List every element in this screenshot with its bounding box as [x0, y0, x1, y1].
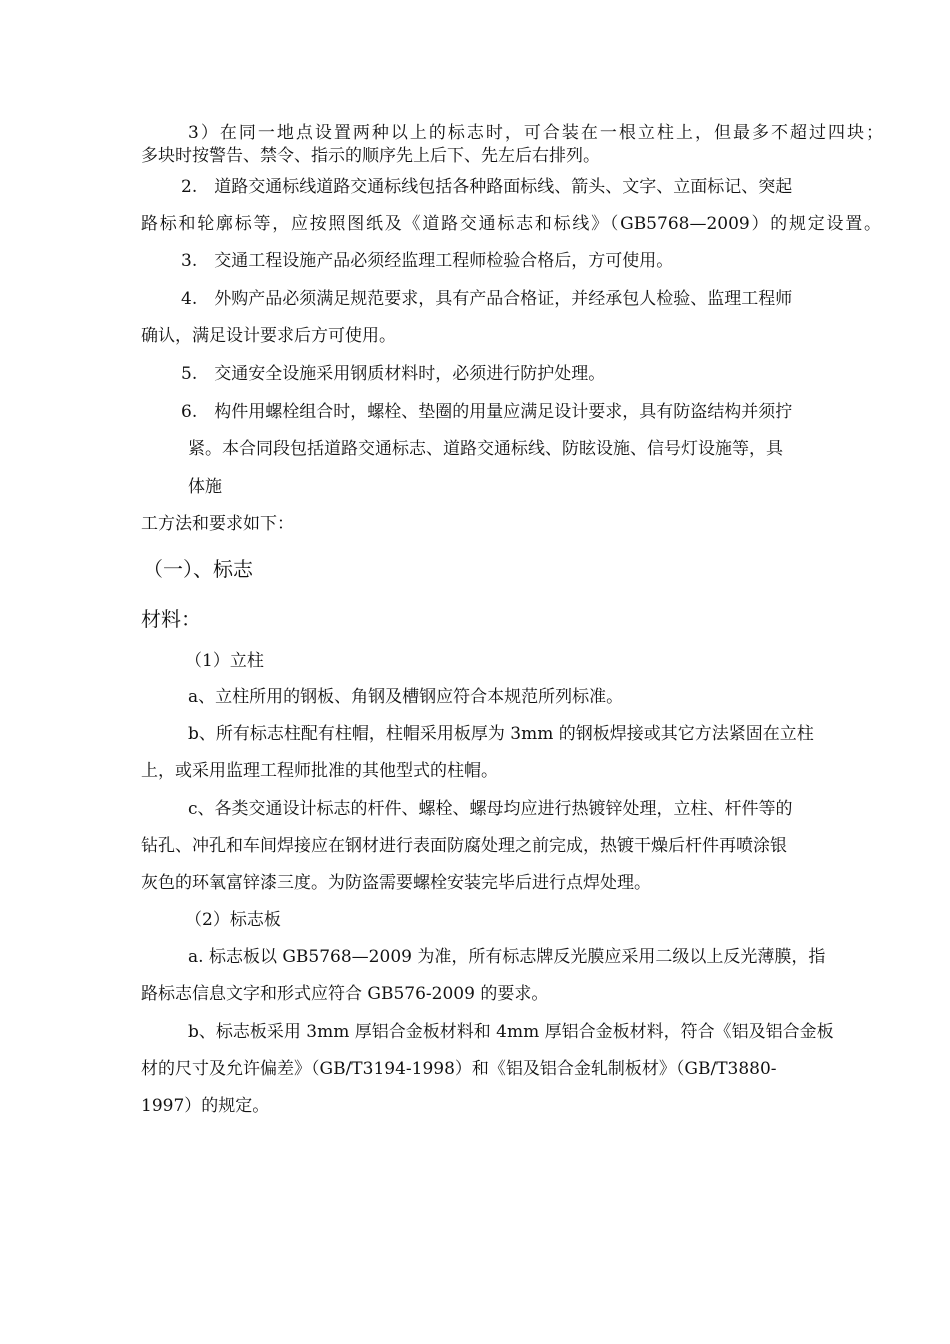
- text-line: 1997）的规定。: [141, 1096, 270, 1116]
- text-line: 3）在同一地点设置两种以上的标志时，可合装在一根立柱上，但最多不超过四块；: [188, 123, 883, 143]
- text-line: 上，或采用监理工程师批准的其他型式的柱帽。: [141, 761, 498, 781]
- text-line: 紧。本合同段包括道路交通标志、道路交通标线、防眩设施、信号灯设施等，具: [188, 439, 783, 459]
- text-line: a、立柱所用的钢板、角钢及槽钢应符合本规范所列标准。: [188, 687, 624, 707]
- text-line: b、所有标志柱配有柱帽，柱帽采用板厚为 3mm 的钢板焊接或其它方法紧固在立柱: [188, 724, 814, 744]
- item-heading: （1）立柱: [185, 651, 264, 671]
- text-line: 6. 构件用螺栓组合时，螺栓、垫圈的用量应满足设计要求，具有防盗结构并须拧: [181, 402, 793, 422]
- text-line: 多块时按警告、禁令、指示的顺序先上后下、先左后右排列。: [141, 146, 600, 166]
- text-line: 4. 外购产品必须满足规范要求，具有产品合格证，并经承包人检验、监理工程师: [181, 289, 793, 309]
- text-line: 5. 交通安全设施采用钢质材料时，必须进行防护处理。: [181, 364, 606, 384]
- text-line: 路标和轮廓标等，应按照图纸及《道路交通标志和标线》（GB5768—2009）的规定设置。: [141, 214, 881, 234]
- text-line: 路标志信息文字和形式应符合 GB576-2009 的要求。: [141, 984, 549, 1004]
- text-line: 工方法和要求如下：: [141, 514, 294, 534]
- text-line: b、标志板采用 3mm 厚铝合金板材料和 4mm 厚铝合金板材料，符合《铝及铝合金板: [188, 1022, 834, 1042]
- text-line: a. 标志板以 GB5768—2009 为准，所有标志牌反光膜应采用二级以上反光薄膜，指: [188, 947, 826, 967]
- text-line: 材的尺寸及允许偏差》（GB/T3194-1998）和《铝及铝合金轧制板材》（GB/T3880-: [141, 1059, 777, 1079]
- text-line: 确认，满足设计要求后方可使用。: [141, 326, 396, 346]
- item-heading: （2）标志板: [185, 910, 281, 930]
- text-line: 2. 道路交通标线道路交通标线包括各种路面标线、箭头、文字、立面标记、突起: [181, 177, 793, 197]
- section-heading: （一）、标志: [143, 557, 253, 581]
- text-line: 3. 交通工程设施产品必须经监理工程师检验合格后，方可使用。: [181, 251, 674, 271]
- text-line: 灰色的环氧富锌漆三度。为防盗需要螺栓安装完毕后进行点焊处理。: [141, 873, 651, 893]
- text-line: 钻孔、冲孔和车间焊接应在钢材进行表面防腐处理之前完成，热镀干燥后杆件再喷涂银: [141, 836, 787, 856]
- text-line: c、各类交通设计标志的杆件、螺栓、螺母均应进行热镀锌处理，立柱、杆件等的: [188, 799, 793, 819]
- text-line: 体施: [188, 477, 222, 497]
- section-subheading: 材料：: [141, 607, 201, 631]
